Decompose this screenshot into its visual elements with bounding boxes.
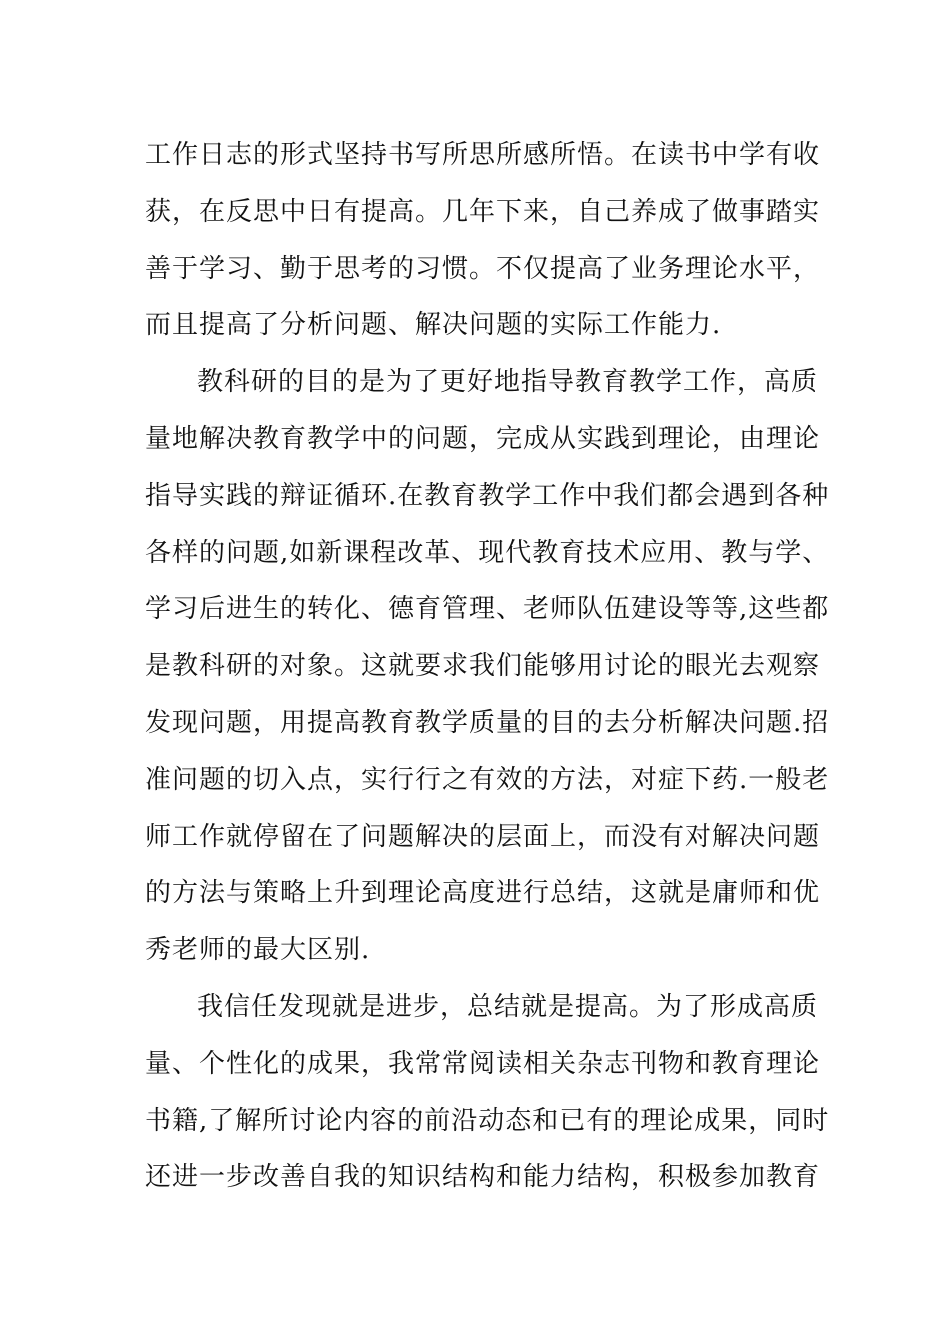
- paragraph-first-line: 教科研的目的是为了更好地指导教育教学工作，高质: [197, 367, 819, 398]
- text-line: 量地解决教育教学中的问题，完成从实践到理论，由理论: [145, 423, 821, 454]
- text-line: 书籍,了解所讨论内容的前沿动态和已有的理论成果，同时: [145, 1105, 830, 1136]
- text-line: 秀老师的最大区别.: [145, 935, 371, 966]
- document-body: [145, 127, 830, 1206]
- text-line: 工作日志的形式坚持书写所思所感所悟。在读书中学有收: [145, 140, 821, 170]
- text-line: 善于学习、勤于思考的习惯。不仅提高了业务理论水平，: [145, 253, 821, 284]
- text-line: 各样的问题,如新课程改革、现代教育技术应用、教与学、: [145, 537, 830, 568]
- text-line: 量、个性化的成果，我常常阅读相关杂志刊物和教育理论: [145, 1048, 821, 1079]
- text-line: 而且提高了分析问题、解决问题的实际工作能力.: [145, 310, 722, 341]
- text-line: 指导实践的辩证循环.在教育教学工作中我们都会遇到各种: [145, 480, 830, 511]
- text-line: 学习后进生的转化、德育管理、老师队伍建设等等,这些都: [145, 594, 830, 625]
- text-line: 发现问题，用提高教育教学质量的目的去分析解决问题.招: [145, 707, 830, 738]
- text-line: 的方法与策略上升到理论高度进行总结，这就是庸师和优: [145, 878, 821, 909]
- text-line: 是教科研的对象。这就要求我们能够用讨论的眼光去观察: [145, 651, 821, 682]
- text-line: 准问题的切入点，实行行之有效的方法，对症下药.一般老: [145, 764, 830, 795]
- text-line: 还进一步改善自我的知识结构和能力结构，积极参加教育: [145, 1162, 821, 1193]
- paragraph-first-line: 我信任发现就是进步，总结就是提高。为了形成高质: [197, 991, 819, 1022]
- text-line: 获，在反思中日有提高。几年下来，自己养成了做事踏实: [145, 196, 821, 227]
- text-line: 师工作就停留在了问题解决的层面上，而没有对解决问题: [145, 821, 821, 852]
